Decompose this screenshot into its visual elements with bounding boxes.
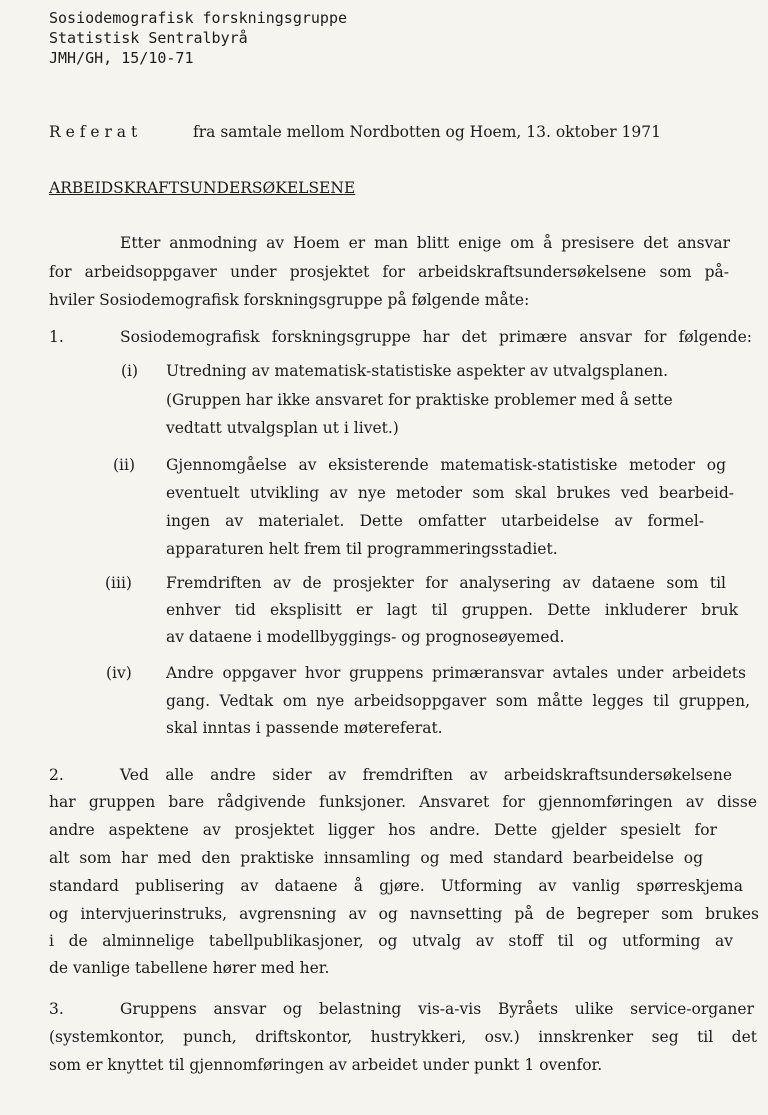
point-1-text: Sosiodemografisk forskningsgruppe har det primære ansvar for følgende: (120, 328, 752, 346)
item-iv-label: (iv) (106, 664, 132, 682)
item-i-line: vedtatt utvalgsplan ut i livet.) (166, 419, 399, 437)
point-2-line: de vanlige tabellene hører med her. (49, 959, 330, 977)
point-2-line: har gruppen bare rådgivende funksjoner. Ansvaret for gjennomføringen av disse (49, 793, 757, 811)
item-iv-line: gang. Vedtak om nye arbeidsoppgaver som måtte legges til gruppen, (166, 692, 750, 710)
point-2-line: Ved alle andre sider av fremdriften av arbeidskraftsundersøkelsene (120, 766, 732, 784)
item-ii-line: Gjennomgåelse av eksisterende matematisk-statistiske metoder og (166, 456, 726, 474)
item-iii-line: av dataene i modellbyggings- og prognoseøyemed. (166, 628, 565, 646)
intro-line: Etter anmodning av Hoem er man blitt enige om å presisere det ansvar (120, 234, 730, 252)
item-ii-line: eventuelt utvikling av nye metoder som skal brukes ved bearbeid- (166, 484, 734, 502)
point-2-line: og intervjuerinstruks, avgrensning av og navnsetting på de begreper som brukes (49, 905, 759, 923)
point-3-number: 3. (49, 1000, 64, 1018)
item-iii-line: Fremdriften av de prosjekter for analysering av dataene som til (166, 574, 726, 592)
title-label: R e f e r a t (49, 123, 138, 141)
point-2-line: alt som har med den praktiske innsamling og med standard bearbeidelse og (49, 849, 703, 867)
point-2-line: standard publisering av dataene å gjøre. Utforming av vanlig spørreskjema (49, 877, 743, 895)
point-2-line: i de alminnelige tabellpublikasjoner, og utvalg av stoff til og utforming av (49, 932, 733, 950)
title-rest: fra samtale mellom Nordbotten og Hoem, 13. oktober 1971 (193, 123, 661, 141)
item-iv-line: skal inntas i passende møtereferat. (166, 719, 443, 737)
subject-heading: ARBEIDSKRAFTSUNDERSØKELSENE (49, 179, 356, 197)
intro-line: for arbeidsoppgaver under prosjektet for arbeidskraftsundersøkelsene som på- (49, 263, 729, 281)
point-2-line: andre aspektene av prosjektet ligger hos andre. Dette gjelder spesielt for (49, 821, 717, 839)
header-reference: JMH/GH, 15/10-71 (49, 49, 194, 67)
item-iv-line: Andre oppgaver hvor gruppens primæransvar avtales under arbeidets (166, 664, 746, 682)
point-2-number: 2. (49, 766, 64, 784)
item-ii-line: ingen av materialet. Dette omfatter utarbeidelse av formel- (166, 512, 704, 530)
point-3-line: Gruppens ansvar og belastning vis-a-vis Byråets ulike service-organer (120, 1000, 754, 1018)
item-ii-label: (ii) (113, 456, 136, 474)
point-3-line: som er knyttet til gjennomføringen av arbeidet under punkt 1 ovenfor. (49, 1056, 603, 1074)
item-i-line: (Gruppen har ikke ansvaret for praktiske problemer med å sette (166, 391, 673, 409)
point-1-number: 1. (49, 328, 64, 346)
header-agency: Statistisk Sentralbyrå (49, 29, 248, 47)
item-ii-line: apparaturen helt frem til programmeringsstadiet. (166, 540, 558, 558)
item-iii-line: enhver tid eksplisitt er lagt til gruppen. Dette inkluderer bruk (166, 601, 738, 619)
item-i-line: Utredning av matematisk-statistiske aspekter av utvalgsplanen. (166, 362, 669, 380)
intro-line: hviler Sosiodemografisk forskningsgruppe på følgende måte: (49, 291, 530, 309)
item-iii-label: (iii) (105, 574, 132, 592)
point-3-line: (systemkontor, punch, driftskontor, hustrykkeri, osv.) innskrenker seg til det (49, 1028, 757, 1046)
header-org: Sosiodemografisk forskningsgruppe (49, 9, 348, 27)
item-i-label: (i) (121, 362, 139, 380)
